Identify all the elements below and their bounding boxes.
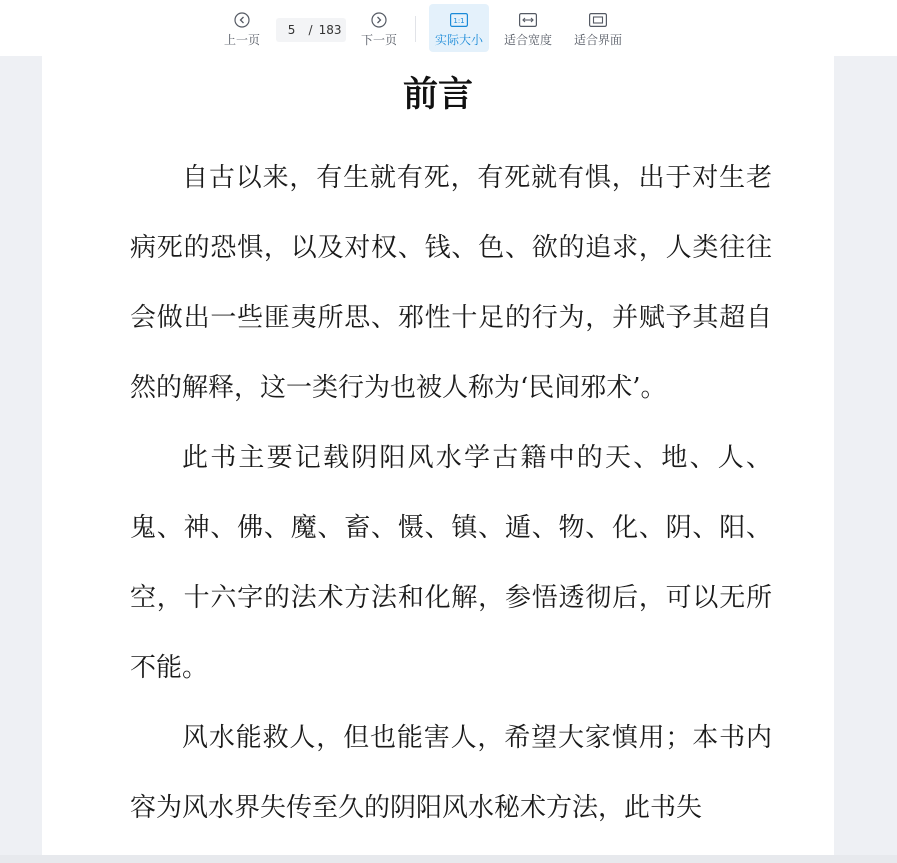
fit-page-label: 适合界面 <box>573 33 622 47</box>
actual-size-icon <box>449 10 469 30</box>
page-title: 前言 <box>402 74 473 115</box>
current-page-input[interactable] <box>281 23 303 37</box>
actual-size-icon-text: 1:1 <box>453 17 465 25</box>
fit-page-button[interactable] <box>570 4 626 52</box>
horizontal-scroll-track <box>0 855 897 863</box>
next-page-label: 下一页 <box>360 33 397 47</box>
total-pages: 183 <box>318 23 342 37</box>
paragraph: 风水能救人，但也能害人，希望大家慎用；本书内容为风水界失传至久的阴阳风水秘术方法，此书失 <box>130 723 772 823</box>
paragraph: 此书主要记载阴阳风水学古籍中的天、地、人、鬼、神、佛、魔、畜、慑、镇、遁、物、化、阴、阳、空，十六字的法术方法和化解，参悟透彻后，可以无所不能。 <box>130 443 772 683</box>
actual-size-label: 实际大小 <box>434 33 483 47</box>
page-separator: / <box>308 23 313 37</box>
fit-width-label: 适合宽度 <box>503 33 552 47</box>
viewer-toolbar <box>0 0 897 56</box>
fit-page-icon <box>588 10 608 30</box>
fit-width-button[interactable] <box>500 4 556 52</box>
chevron-left-circle-icon <box>232 10 252 30</box>
prev-page-label: 上一页 <box>223 33 260 47</box>
toolbar-divider <box>415 16 416 42</box>
page-indicator <box>276 18 346 42</box>
document-viewport[interactable] <box>0 56 897 863</box>
document-page <box>42 56 834 863</box>
next-page-button[interactable] <box>357 4 401 52</box>
fit-width-icon <box>518 10 538 30</box>
chevron-right-circle-icon <box>369 10 389 30</box>
actual-size-button[interactable] <box>429 4 489 52</box>
prev-page-button[interactable] <box>220 4 264 52</box>
paragraph: 自古以来，有生就有死，有死就有惧，出于对生老病死的恐惧，以及对权、钱、色、欲的追求，人类往往会做出一些匪夷所思、邪性十足的行为，并赋予其超自然的解释，这一类行为也被人称为‘民间邪术’。 <box>130 163 772 403</box>
